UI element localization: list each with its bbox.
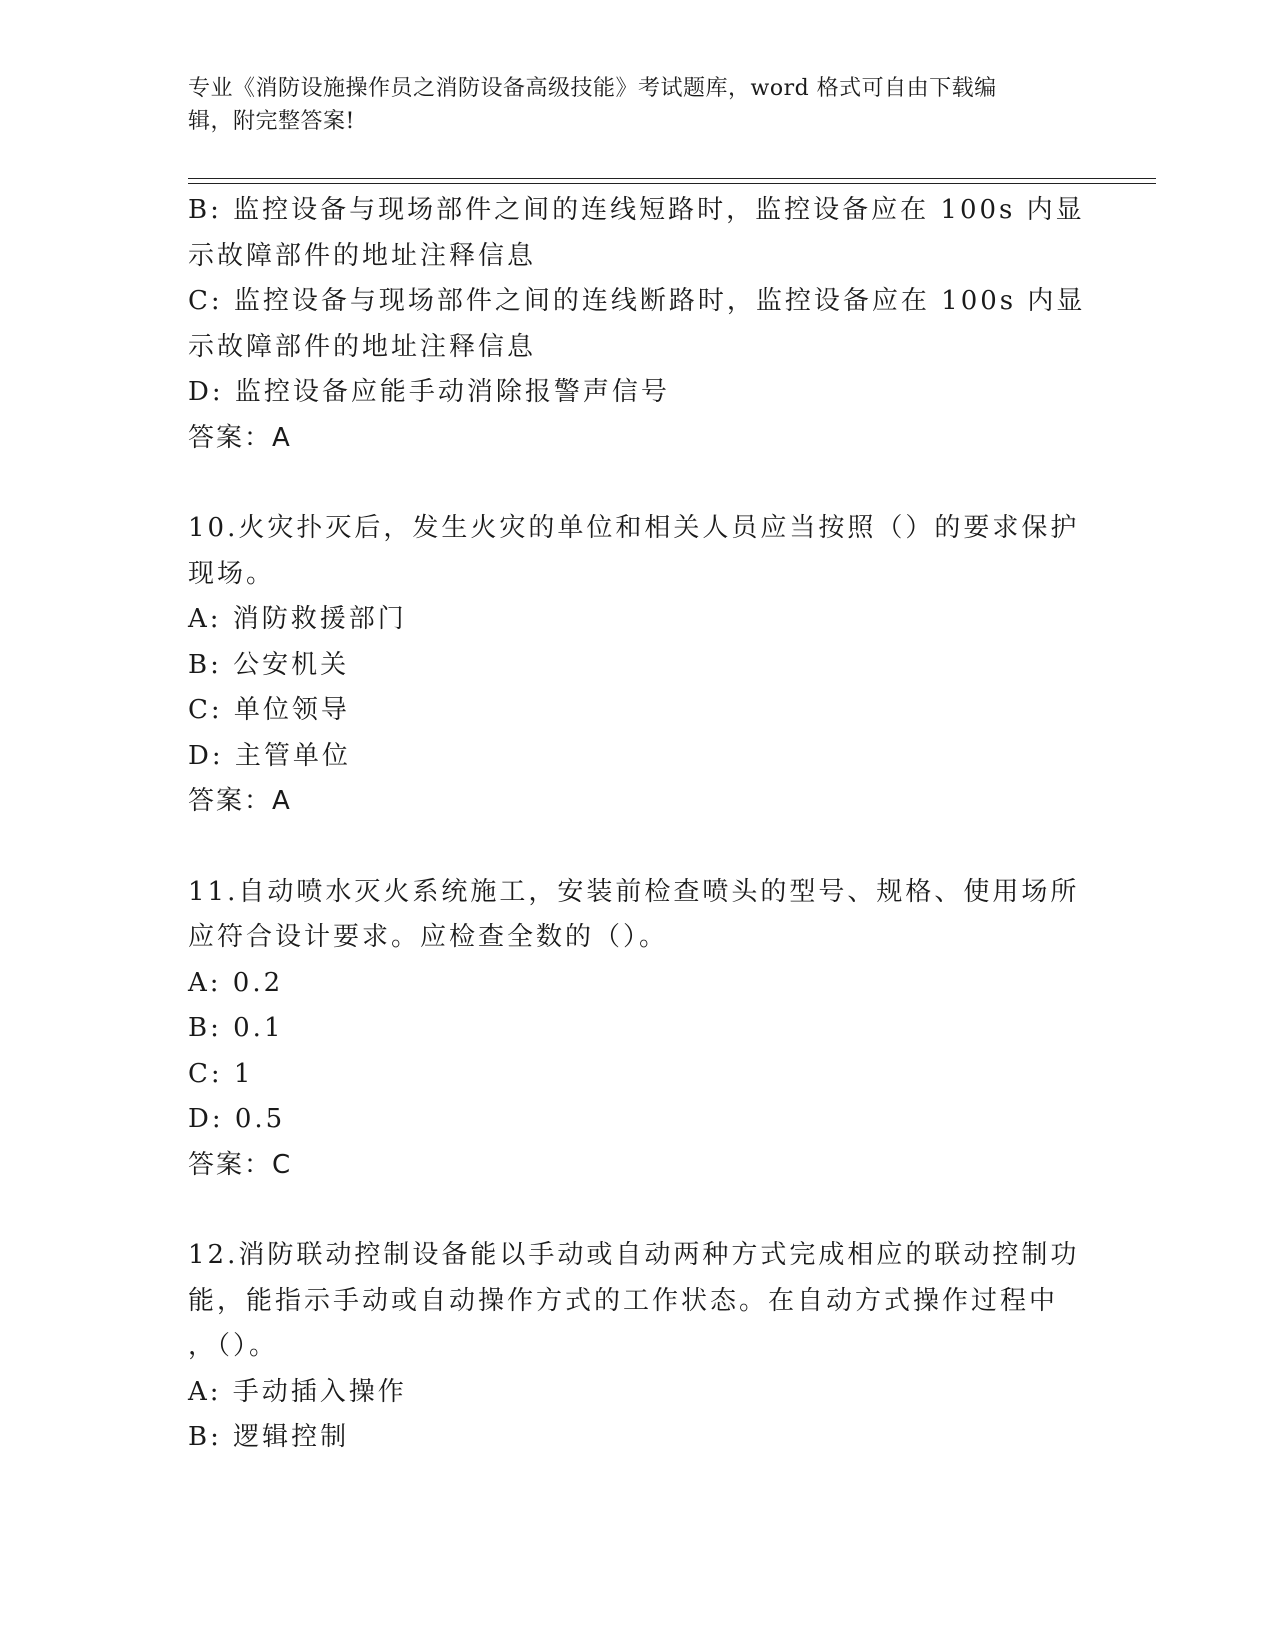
header-line-2: 辑，附完整答案! — [188, 109, 355, 134]
q10-option-b: B: 公安机关 — [188, 649, 350, 680]
q12-option-b: B: 逻辑控制 — [188, 1422, 350, 1452]
q10-answer: 答案：A — [188, 786, 292, 816]
q12-stem-line-2: 能，能指示手动或自动操作方式的工作状态。在自动方式操作过程中 — [188, 1285, 1059, 1316]
q10-option-d: D: 主管单位 — [188, 740, 351, 771]
q11-stem-line-2: 应符合设计要求。应检查全数的（）。 — [188, 922, 669, 952]
q9-option-d: D: 监控设备应能手动消除报警声信号 — [188, 377, 670, 407]
q9-option-c-line-1: C: 监控设备与现场部件之间的连线断路时，监控设备应在 100s 内显 — [188, 286, 1086, 316]
q10-stem-line-1: 10.火灾扑灭后，发生火灾的单位和相关人员应当按照（）的要求保护 — [188, 513, 1080, 543]
q11-option-c: C: 1 — [188, 1058, 254, 1089]
q10-option-c: C: 单位领导 — [188, 695, 350, 725]
q11-option-d: D: 0.5 — [188, 1104, 286, 1134]
question-11 — [188, 870, 1088, 1189]
page-header — [188, 72, 1068, 138]
q12-stem-line-3: ，（）。 — [188, 1331, 279, 1361]
q9-option-c-line-2: 示故障部件的地址注释信息 — [188, 331, 537, 362]
q9-option-b-line-2: 示故障部件的地址注释信息 — [188, 240, 537, 271]
q12-option-a: A: 手动插入操作 — [188, 1376, 407, 1407]
question-9 — [188, 188, 1088, 461]
header-divider-top — [188, 178, 1156, 179]
q11-option-b: B: 0.1 — [188, 1013, 284, 1043]
question-12 — [188, 1233, 1088, 1461]
q10-stem-line-2: 现场。 — [188, 558, 276, 589]
document-content — [188, 188, 1088, 1461]
question-10 — [188, 506, 1088, 825]
q11-answer: 答案：C — [188, 1149, 293, 1180]
q12-stem-line-1: 12.消防联动控制设备能以手动或自动两种方式完成相应的联动控制功 — [188, 1240, 1080, 1270]
header-divider-bottom — [188, 183, 1156, 184]
q10-option-a: A: 消防救援部门 — [188, 604, 407, 634]
q9-option-b-line-1: B: 监控设备与现场部件之间的连线短路时，监控设备应在 100s 内显 — [188, 195, 1085, 225]
q11-stem-line-1: 11.自动喷水灭火系统施工，安装前检查喷头的型号、规格、使用场所 — [188, 876, 1080, 907]
q11-option-a: A: 0.2 — [188, 967, 284, 998]
header-line-1: 专业《消防设施操作员之消防设备高级技能》考试题库，word 格式可自由下载编 — [188, 76, 997, 101]
q9-answer: 答案：A — [188, 422, 292, 453]
